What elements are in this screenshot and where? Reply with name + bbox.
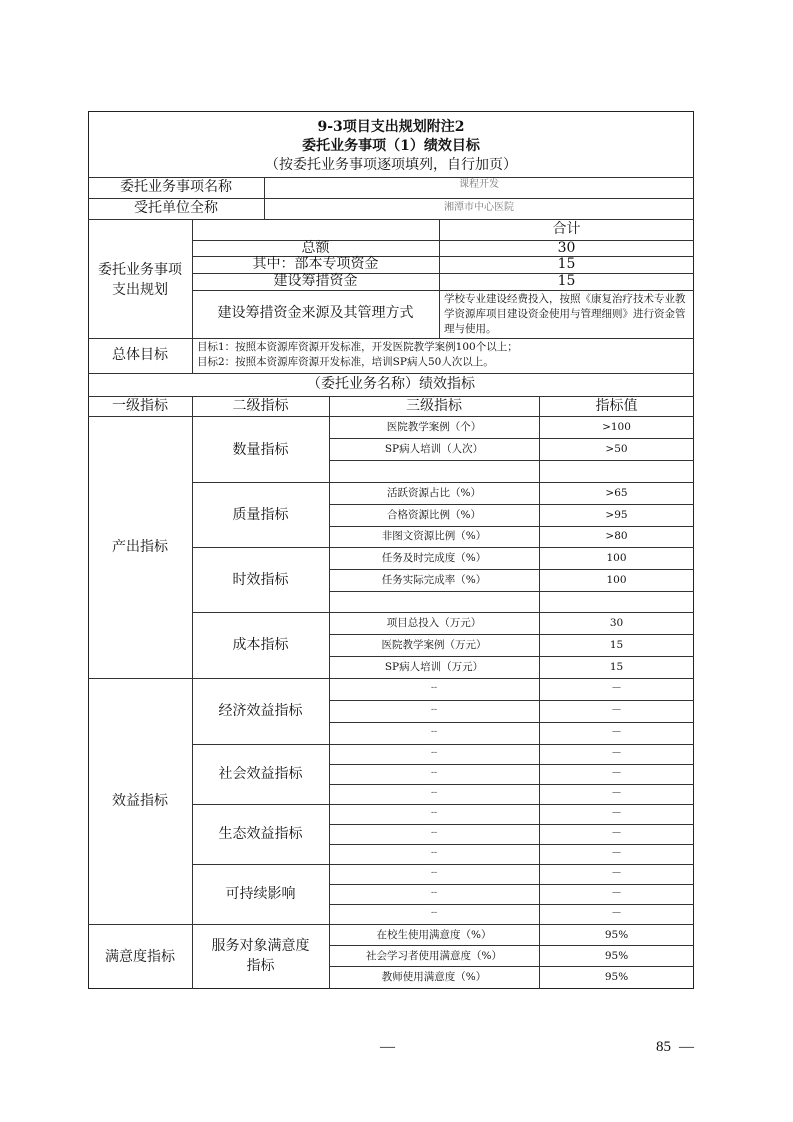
unit-value: 湘潭市中心医院 [444,202,514,213]
indicator-name: -- [430,888,438,898]
budget-col-total: 合计 [552,221,581,237]
indicator-value: — [612,727,621,737]
col-header-level2: 二级指标 [232,398,289,414]
budget-label-line: 委托业务事项支出规划 [98,262,182,298]
indicator-value: >100 [602,421,631,433]
indicator-value: >80 [605,530,628,542]
indicator-name: -- [430,908,438,918]
indicator-value: 100 [606,552,627,564]
indicator-name: -- [430,748,438,758]
indicator-value: — [612,868,621,878]
indicator-value: — [612,848,621,858]
indicator-name: -- [430,808,438,818]
level2-sustainable: 可持续影响 [225,886,296,902]
indicator-name: 任务及时完成度（%） [381,552,487,564]
indicator-value: 95% [604,950,629,962]
indicator-value: — [612,683,621,693]
budget-source-value: 学校专业建设经费投入，按照《康复治疗技术专业教学资源库项目建设资金使用与管理细则》进行资金管理与使用。 [444,293,686,335]
indicator-name: SP病人培训（万元） [384,661,484,673]
indicator-name: 活跃资源占比（%） [387,487,481,499]
budget-total-label: 总额 [301,240,330,256]
doc-title: 9-3项目支出规划附注2 [317,119,465,135]
level1-satisfaction: 满意度指标 [105,949,175,965]
indicator-name: 医院教学案例（个） [386,421,482,433]
indicator-value: — [612,808,621,818]
budget-build-label: 建设筹措资金 [273,273,358,289]
level2-satisfaction-line1: 服务对象满意度 [211,938,310,954]
indicator-value: >50 [605,443,628,455]
indicator-name: -- [430,768,438,778]
level2-social: 社会效益指标 [218,766,303,782]
budget-build-value: 15 [557,273,576,289]
indicator-value: — [612,768,621,778]
indicator-value: — [612,705,621,715]
indicator-name: -- [430,788,438,798]
indicator-value: — [612,888,621,898]
goal-2: 目标2：按照本资源库资源开发标准，培训SP病人50人次以上。 [197,356,494,368]
level2-quantity: 数量指标 [232,442,289,458]
indicator-value: 95% [604,971,629,983]
level2-satisfaction-line2: 指标 [246,958,275,974]
indicator-name: SP病人培训（人次） [384,443,484,455]
indicator-name: 非图文资源比例（%） [381,530,487,542]
indicator-name: -- [430,828,438,838]
indicator-name: -- [430,848,438,858]
indicator-value: — [612,748,621,758]
budget-source-label: 建设筹措资金来源及其管理方式 [217,305,414,321]
goal-1: 目标1：按照本资源库资源开发标准，开发医院教学案例100个以上； [197,341,518,353]
level2-quality: 质量指标 [232,507,289,523]
indicator-name: -- [430,705,438,715]
goals-label: 总体目标 [112,347,168,363]
level1-output: 产出指标 [112,539,168,555]
footer-right-dash: — [679,1039,694,1055]
indicator-value: >65 [605,487,628,499]
indicator-name: -- [430,683,438,693]
indicator-name: 项目总投入（万元） [386,617,482,629]
page-number: 85 [656,1039,671,1055]
budget-total-value: 30 [557,240,576,256]
doc-subtitle: 委托业务事项（1）绩效目标 [302,138,480,154]
indicator-value: — [612,828,621,838]
col-header-level1: 一级指标 [112,398,168,414]
indicator-name: -- [430,727,438,737]
unit-label: 受托单位全称 [134,200,218,216]
budget-dept-value: 15 [557,256,576,272]
item-name-label: 委托业务事项名称 [120,179,232,195]
indicator-name: 教师使用满意度（%） [381,971,487,983]
indicator-value: 30 [609,617,624,629]
col-header-value: 指标值 [595,398,638,414]
indicator-name: -- [430,868,438,878]
level2-economic: 经济效益指标 [218,703,303,719]
item-name-value: 课程开发 [459,179,499,190]
budget-dept-label: 其中：部本专项资金 [252,256,379,272]
col-header-level3: 三级指标 [406,398,462,414]
indicator-value: 95% [604,929,629,941]
indicator-name: 任务实际完成率（%） [381,574,487,586]
indicator-name: 在校生使用满意度（%） [376,929,492,941]
level1-benefit: 效益指标 [112,793,168,809]
indicator-name: 合格资源比例（%） [387,509,481,521]
indicator-value: 100 [606,574,627,586]
indicators-section-title: （委托业务名称）绩效指标 [307,376,475,392]
indicator-value: — [612,908,621,918]
footer-left-dash: — [380,1039,395,1055]
indicator-value: >95 [605,509,628,521]
doc-note: （按委托业务事项逐项填列，自行加页） [265,157,517,173]
indicator-name: 医院教学案例（万元） [381,639,487,651]
level2-cost: 成本指标 [232,637,289,653]
level2-ecological: 生态效益指标 [218,826,303,842]
indicator-name: 社会学习者使用满意度（%） [366,950,502,962]
indicator-value: — [612,788,621,798]
level2-timeliness: 时效指标 [232,572,289,588]
indicator-value: 15 [609,661,624,673]
indicator-value: 15 [609,639,624,651]
